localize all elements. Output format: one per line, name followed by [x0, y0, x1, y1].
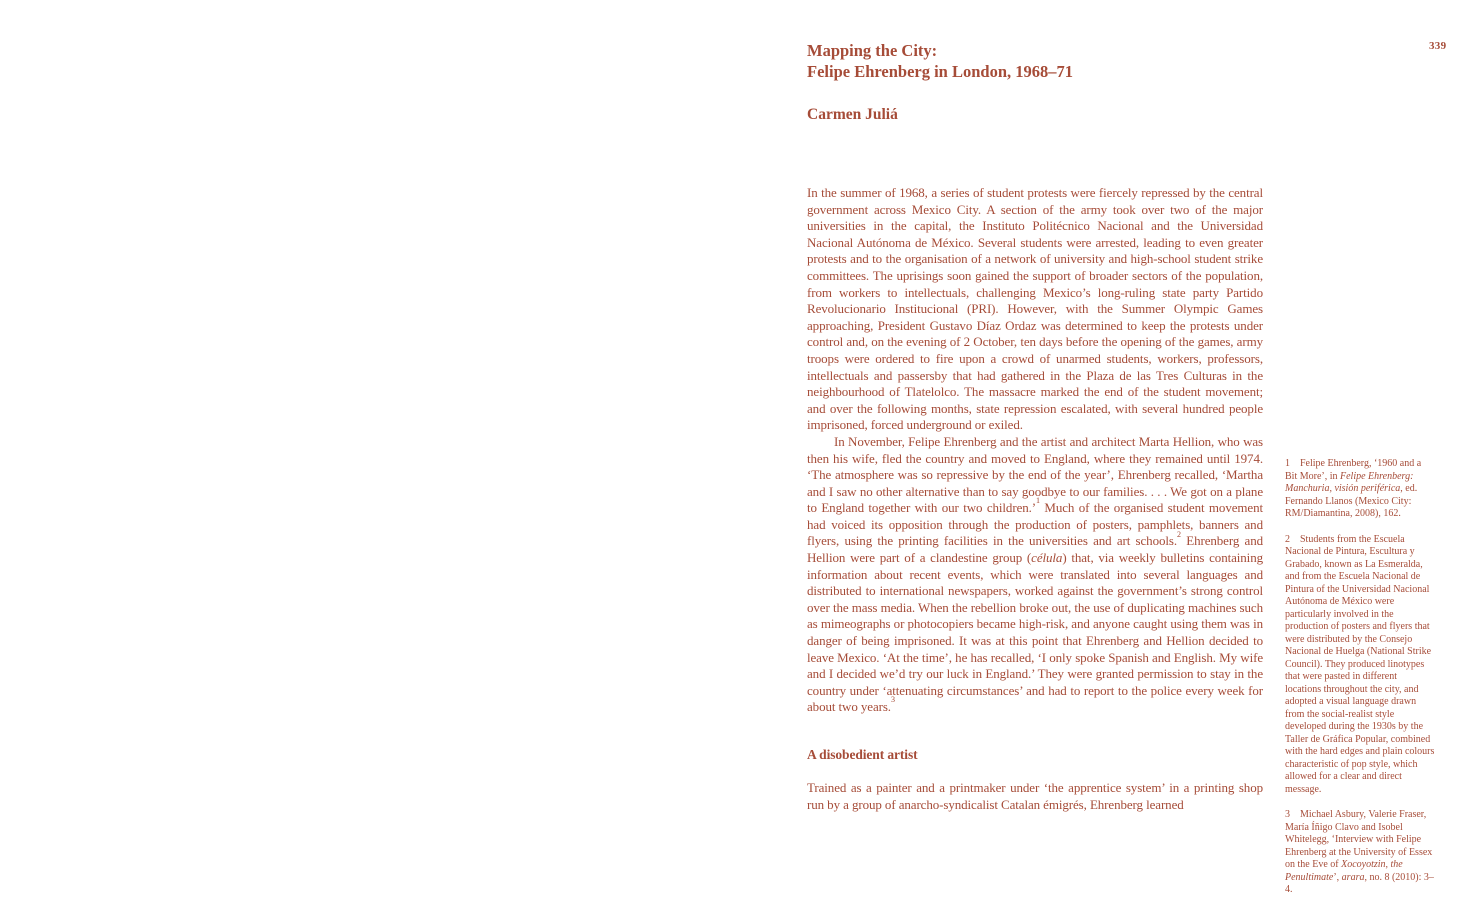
footnote-marker: 3	[890, 695, 895, 705]
section-heading: A disobedient artist	[807, 747, 918, 762]
author-name: Carmen Juliá	[807, 106, 898, 123]
footnote: 3 Michael Asbury, Valerie Fraser, María Íñigo Clavo and Isobel Whitelegg, ‘Interview with Felipe Ehrenberg at the University of Essex on the Eve of Xocoyotzin, the Penultimate’, arara, no. 8 (2010): 3–4.	[1285, 809, 1434, 895]
footnote: 2 Students from the Escuela Nacional de Pintura, Escultura y Grabado, known as La Esmeralda, and from the Escuela Nacional de Pintura of the Universidad Nacional Autónoma de México were particularly involved in the production of posters and flyers that were distributed by the Consejo Nacional de Huelga (National Strike Council). They produced linotypes that were pasted in different locations throughout the city, and adopted a visual language drawn from the social-realist style developed during the 1930s by the Taller de Gráfica Popular, combined with the hard edges and plain colours characteristic of pop style, which allowed for a clear and direct message.	[1285, 533, 1435, 795]
intro-paragraphs	[807, 185, 1263, 716]
paragraph: In the summer of 1968, a series of student protests were fiercely repressed by the central government across Mexico City. A section of the army took over two of the major universities in the capital, the Instituto Politécnico Nacional and the Universidad Nacional Autónoma de México. Several students were arrested, leading to even greater protests and to the organisation of a network of university and high-school student strike committees. The uprisings soon gained the support of broader sectors of the population, from workers to intellectuals, challenging Mexico’s long-ruling state party Partido Revolucionario Institucional (PRI). However, with the Summer Olympic Games approaching, President Gustavo Díaz Ordaz was determined to keep the protests under control and, on the evening of 2 October, ten days before the opening of the games, army troops were ordered to fire upon a crowd of unarmed students, workers, professors, intellectuals and passersby that had gathered in the Plaza de las Tres Culturas in the neighbourhood of Tlatelolco. The massacre marked the end of the student movement; and over the following months, state repression escalated, with several hundred people imprisoned, forced underground or exiled.	[807, 185, 1263, 433]
italic-text: arara	[1341, 871, 1365, 883]
footnote-marker: 1	[1036, 496, 1040, 506]
italic-text: Felipe Ehrenberg: Manchuria, visión periférica	[1285, 470, 1414, 494]
paragraph: Trained as a painter and a printmaker under ‘the apprentice system’ in a printing shop run by a group of anarcho-syndicalist Catalan émigrés, Ehrenberg learned	[807, 780, 1263, 812]
closing-paragraphs	[807, 780, 1263, 813]
footnotes-column	[1285, 458, 1435, 910]
page-number: 339	[1429, 40, 1447, 52]
main-column	[807, 40, 1263, 813]
article-title	[807, 40, 1263, 82]
footnote: 1 Felipe Ehrenberg, ‘1960 and a Bit More’, in Felipe Ehrenberg: Manchuria, visión periférica, ed. Fernando Llanos (Mexico City: RM/Diamantina, 2008), 162.	[1285, 458, 1422, 519]
article-title-line2: Felipe Ehrenberg in London, 1968–71	[807, 62, 1074, 81]
article-title-line1: Mapping the City:	[807, 41, 938, 60]
italic-text: Xocoyotzin, the Penultimate	[1285, 859, 1403, 883]
italic-text: célula	[1031, 550, 1063, 566]
paragraph: In November, Felipe Ehrenberg and the artist and architect Marta Hellion, who was then his wife, fled the country and moved to England, where they remained until 1974. ‘The atmosphere was so repressive by the end of the year’, Ehrenberg recalled, ‘Martha and I saw no other alternative than to say goodbye to our families. . . . We got on a plane to England together with our two children.’$^1$ Much of the organised student movement had voiced its opposition through the production of posters, pamphlets, banners and flyers, using the printing facilities in the universities and art schools.$^2$ Ehrenberg and Hellion were part of a clandestine group (célula) that, via weekly bulletins containing information about recent events, which were translated into several languages and distributed to international newspapers, worked against the government’s strong control over the mass media. When the rebellion broke out, the use of duplicating machines such as mimeographs or photocopiers became high-risk, and anyone caught using them was in danger of being imprisoned. It was at this point that Ehrenberg and Hellion decided to leave Mexico. ‘At the time’, he has recalled, ‘I only spoke Spanish and English. My wife and I decided we’d try our luck in England.’ They were granted permission to stay in the country under ‘attenuating circumstances’ and had to report to the police every week for about two years.$^3$	[807, 433, 1263, 715]
article-body	[807, 185, 1263, 813]
footnote-marker: 2	[1177, 529, 1181, 539]
